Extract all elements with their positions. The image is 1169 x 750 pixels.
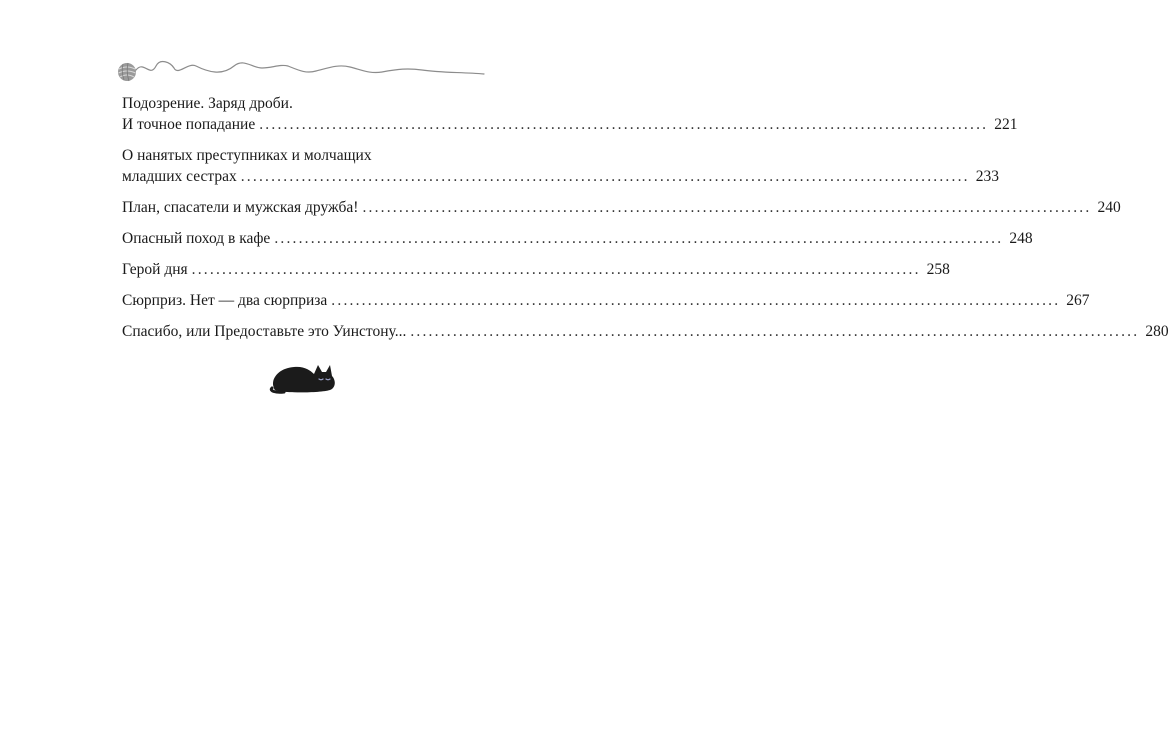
toc-entry	[122, 259, 950, 280]
toc-title: Опасный поход в кафе	[122, 230, 271, 247]
dot-leader: ........................................................................................................................	[240, 168, 970, 185]
page-number: 248	[1009, 230, 1033, 247]
toc-entry	[122, 93, 1018, 135]
toc-entry	[122, 145, 999, 187]
sleeping-cat-icon	[268, 358, 340, 394]
toc-leader-line	[122, 259, 950, 280]
dot-leader: ........................................................................................................................	[362, 199, 1092, 216]
toc-entry	[122, 321, 1169, 342]
toc-title: Герой дня	[122, 261, 188, 278]
toc-leader-line	[122, 166, 999, 187]
dot-leader: ........................................................................................................................	[331, 292, 1061, 309]
yarn-ball-icon	[118, 63, 136, 81]
page-number: 240	[1097, 199, 1121, 216]
dot-leader: ........................................................................................................................	[259, 116, 989, 133]
page-number: 258	[926, 261, 950, 278]
toc-leader-line	[122, 321, 1169, 342]
toc-leader-line	[122, 114, 1018, 135]
toc-title: План, спасатели и мужская дружба!	[122, 199, 359, 216]
toc-entry	[122, 290, 1090, 311]
toc-title: Спасибо, или Предоставьте это Уинстону...	[122, 323, 407, 340]
table-of-contents	[122, 93, 1169, 352]
yarn-ball-thread-ornament	[112, 54, 492, 88]
dot-leader: ........................................................................................................................	[274, 230, 1004, 247]
dot-leader: ........................................................................................................................	[191, 261, 921, 278]
toc-title: младших сестрах	[122, 168, 237, 185]
toc-leader-line	[122, 228, 1033, 249]
page-number: 280	[1145, 323, 1169, 340]
toc-title-line: Подозрение. Заряд дроби.	[122, 95, 293, 112]
toc-title-line: О нанятых преступниках и молчащих	[122, 147, 372, 164]
page-number: 233	[975, 168, 999, 185]
toc-title: Сюрприз. Нет — два сюрприза	[122, 292, 328, 309]
toc-leader-line	[122, 197, 1121, 218]
toc-title: И точное попадание	[122, 116, 256, 133]
page-number: 221	[994, 116, 1018, 133]
thread-line	[136, 62, 484, 74]
toc-entry	[122, 197, 1121, 218]
toc-leader-line	[122, 290, 1090, 311]
page-number: 267	[1066, 292, 1090, 309]
dot-leader: ........................................................................................................................	[410, 323, 1140, 340]
toc-entry	[122, 228, 1033, 249]
